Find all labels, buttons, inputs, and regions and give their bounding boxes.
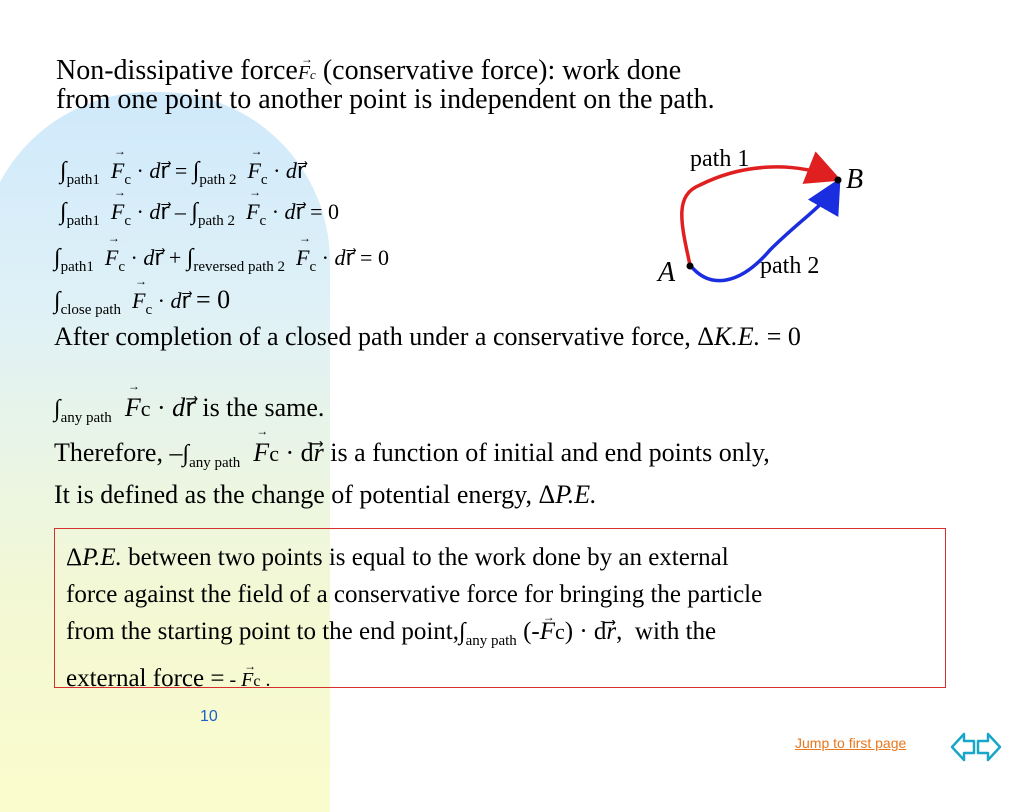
definition-box bbox=[54, 528, 946, 692]
equation-1: $\int_{path1} \to F_c$ · dr⃗ = $\int_{path 2} \to F_c$ · dr⃗ bbox=[60, 158, 306, 189]
next-arrow-icon[interactable] bbox=[976, 730, 1002, 764]
path-1-curve bbox=[682, 167, 835, 265]
force-symbol: → Fc bbox=[298, 62, 316, 84]
label-B: B bbox=[846, 164, 864, 195]
point-B-dot bbox=[835, 177, 842, 184]
label-path-2: path 2 bbox=[760, 253, 820, 279]
intro-line-2: from one point to another point is independent on the path. bbox=[56, 84, 715, 115]
box-line-4: external force = - → Fc . bbox=[66, 660, 933, 700]
prev-arrow-icon[interactable] bbox=[950, 730, 976, 764]
equation-2: $\int_{path1} \to F_c$ · dr⃗ – $\int_{path 2} \to F_c$ · dr⃗ = 0 bbox=[60, 199, 339, 230]
equation-4: $\int_{close path} \to F_c$ · dr⃗ = 0 bbox=[54, 285, 230, 319]
label-path-1: path 1 bbox=[690, 146, 750, 172]
path-diagram bbox=[640, 140, 880, 300]
intro-text-b: (conservative force): work done bbox=[322, 55, 682, 86]
statement-potential-energy: It is defined as the change of potential energy, ΔP.E. bbox=[54, 480, 597, 509]
statement-closed-path: After completion of a closed path under a conservative force, ΔK.E. = 0 bbox=[54, 322, 801, 351]
point-A-dot bbox=[687, 263, 694, 270]
statement-function: Therefore, $-\int_{any path} \to Fc$ · dr⃗ is a function of initial and end points only, bbox=[54, 438, 770, 472]
box-line-2: force against the field of a conservative force for bringing the particle bbox=[66, 581, 763, 608]
intro-text-a: Non-dissipative force bbox=[56, 55, 298, 86]
equation-3: $\int_{path1} \to F_c$ · dr⃗ + $\int_{reversed path 2} \to F_c$ · dr⃗ = 0 bbox=[54, 245, 389, 276]
jump-to-first-page-link[interactable]: Jump to first page bbox=[795, 735, 907, 751]
box-line-3: from the starting point to the end $point,\int_{any path}$ (-→ Fc) · dr⃗, with the bbox=[66, 613, 933, 660]
box-line-1: ΔP.E. between two points is equal to the work done by an external bbox=[66, 544, 729, 571]
statement-same: $\int_{any path} \to Fc$ · dr⃗ is the same. bbox=[54, 393, 324, 427]
label-A: A bbox=[658, 257, 676, 288]
page-number: 10 bbox=[200, 708, 218, 725]
